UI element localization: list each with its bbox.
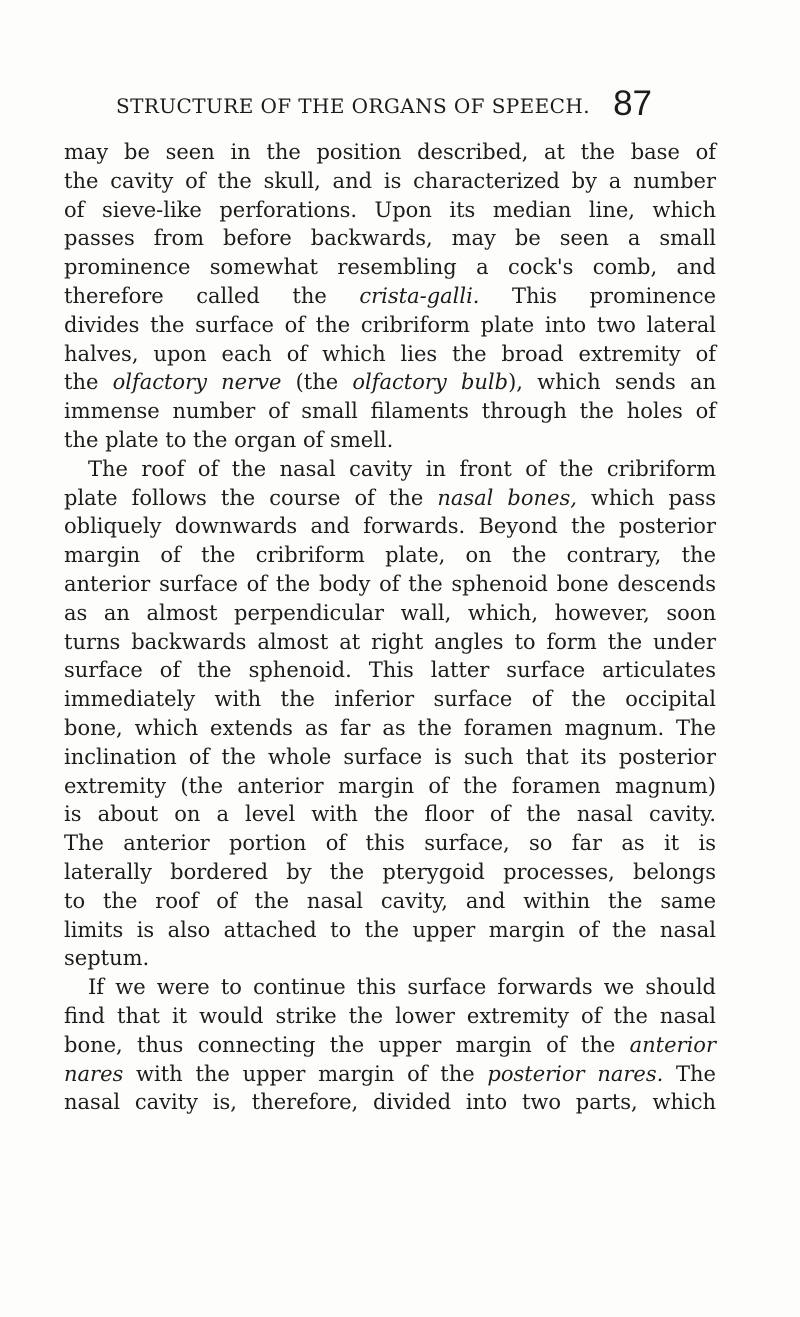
text-line xyxy=(64,800,716,829)
text-segment: The roof of the nasal cavity in front of the cribriform xyxy=(88,456,716,481)
text-line xyxy=(64,311,716,340)
text-line xyxy=(64,167,716,196)
text-segment: halves, upon each of which lies the broad extremity of xyxy=(64,341,716,366)
running-head xyxy=(116,84,652,128)
text-line xyxy=(64,484,716,513)
text-segment: bone, thus connecting the upper margin of the xyxy=(64,1032,630,1057)
italic-term: posterior nares. xyxy=(487,1061,664,1086)
text-segment: ), which sends an xyxy=(508,370,717,395)
italic-term: nasal bones, xyxy=(437,485,577,510)
text-line xyxy=(64,656,716,685)
text-line xyxy=(64,224,716,253)
text-line xyxy=(64,426,716,455)
text-line xyxy=(64,772,716,801)
text-line xyxy=(64,253,716,282)
text-segment: laterally bordered by the pterygoid processes, belongs xyxy=(64,859,716,884)
text-segment: therefore called the xyxy=(64,283,360,308)
text-line xyxy=(64,368,716,397)
text-line xyxy=(64,714,716,743)
text-segment: This prominence xyxy=(479,283,717,308)
text-line xyxy=(64,685,716,714)
text-segment: extremity (the anterior margin of the foramen magnum) xyxy=(64,773,716,798)
text-line xyxy=(64,512,716,541)
text-segment: The anterior portion of this surface, so far as it is xyxy=(64,831,716,856)
text-segment: The xyxy=(663,1061,716,1086)
text-line xyxy=(64,1002,716,1031)
text-segment: of sieve-like perforations. Upon its median line, which xyxy=(64,197,716,222)
text-segment: immense number of small filaments through the holes of xyxy=(64,399,716,424)
text-line xyxy=(64,1031,716,1060)
text-segment: nasal cavity is, therefore, divided into two parts, which xyxy=(64,1090,716,1115)
text-line xyxy=(64,944,716,973)
text-segment: the cavity of the skull, and is characterized by a number xyxy=(64,168,716,193)
text-line xyxy=(64,570,716,599)
running-title: STRUCTURE OF THE ORGANS OF SPEECH. xyxy=(116,94,590,118)
text-segment: prominence somewhat resembling a cock's comb, and xyxy=(64,255,716,280)
text-segment: divides the surface of the cribriform plate into two lateral xyxy=(64,312,716,337)
text-segment: bone, which extends as far as the foramen magnum. The xyxy=(64,715,716,740)
body-text xyxy=(64,138,716,1117)
text-segment: the xyxy=(64,370,113,395)
italic-term: crista-galli. xyxy=(359,283,480,308)
text-line xyxy=(64,599,716,628)
text-line xyxy=(64,829,716,858)
text-segment: passes from before backwards, may be seen a small xyxy=(64,226,716,251)
text-line xyxy=(64,340,716,369)
text-segment: If we were to continue this surface forwards we should xyxy=(88,975,716,1000)
text-line xyxy=(64,455,716,484)
text-line xyxy=(64,196,716,225)
text-segment: septum. xyxy=(64,946,150,971)
text-segment: inclination of the whole surface is such that its posterior xyxy=(64,744,716,769)
text-segment: may be seen in the position described, at the base of xyxy=(64,140,716,164)
text-segment: is about on a level with the floor of the nasal cavity. xyxy=(64,802,716,827)
text-line xyxy=(64,138,716,167)
text-segment: plate follows the course of the xyxy=(64,485,438,510)
text-line xyxy=(64,1060,716,1089)
text-segment: margin of the cribriform plate, on the contrary, the xyxy=(64,543,716,568)
text-segment: the plate to the organ of smell. xyxy=(64,427,394,452)
italic-term: olfactory bulb xyxy=(352,370,509,395)
text-segment: obliquely downwards and forwards. Beyond the posterior xyxy=(64,514,716,539)
text-line xyxy=(64,541,716,570)
text-segment: anterior surface of the body of the sphenoid bone descends xyxy=(64,571,716,596)
italic-term: nares xyxy=(64,1061,124,1086)
text-segment: (the xyxy=(281,370,353,395)
text-segment: find that it would strike the lower extremity of the nasal xyxy=(64,1003,716,1028)
text-segment: with the upper margin of the xyxy=(123,1061,488,1086)
text-line xyxy=(64,397,716,426)
text-segment: which pass xyxy=(576,485,716,510)
text-line xyxy=(64,858,716,887)
text-segment: as an almost perpendicular wall, which, however, soon xyxy=(64,600,716,625)
text-line xyxy=(64,973,716,1002)
text-segment: turns backwards almost at right angles to form the under xyxy=(64,629,716,654)
text-line xyxy=(64,916,716,945)
text-line xyxy=(64,743,716,772)
text-segment: to the roof of the nasal cavity, and within the same xyxy=(64,888,716,913)
text-line xyxy=(64,628,716,657)
text-line xyxy=(64,282,716,311)
text-segment: limits is also attached to the upper margin of the nasal xyxy=(64,917,716,942)
text-segment: immediately with the inferior surface of the occipital xyxy=(64,687,716,712)
text-line xyxy=(64,1088,716,1117)
italic-term: olfactory nerve xyxy=(112,370,282,395)
text-line xyxy=(64,887,716,916)
text-segment: surface of the sphenoid. This latter surface articulates xyxy=(64,658,716,683)
italic-term: anterior xyxy=(629,1032,716,1057)
page-number: 87 xyxy=(613,84,652,123)
